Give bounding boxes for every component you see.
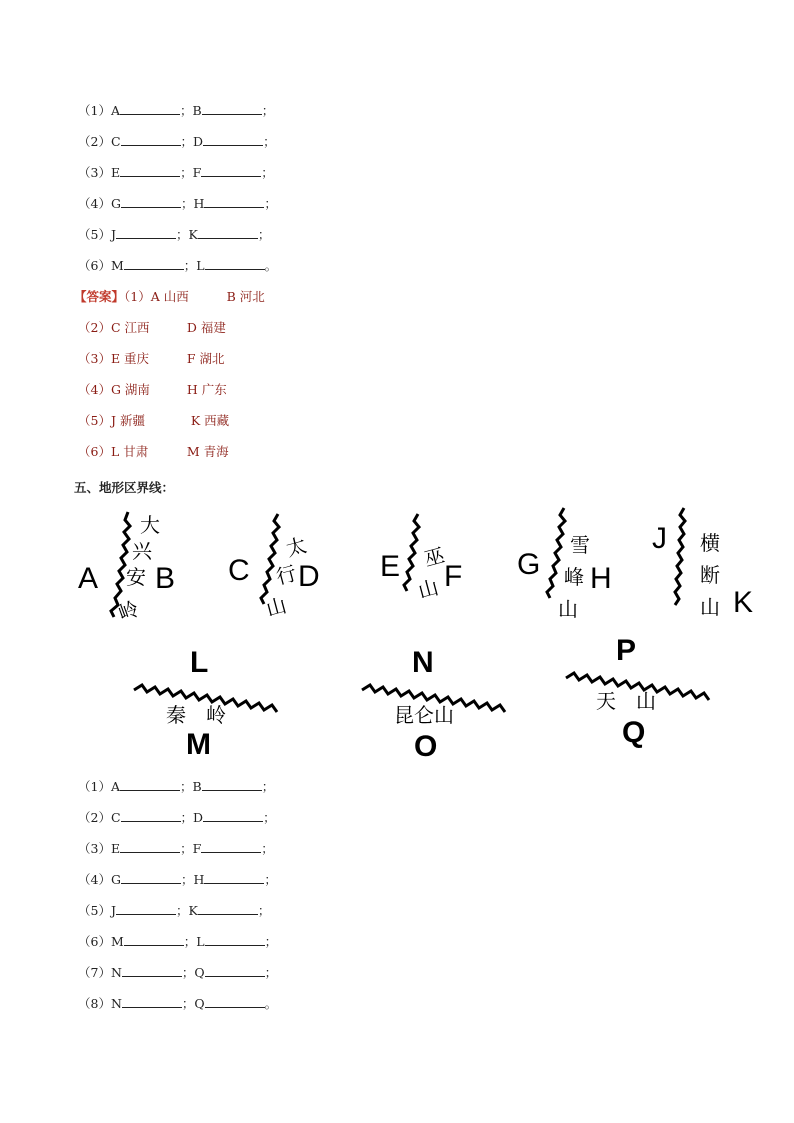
panel-taihangshan	[228, 514, 320, 621]
label-E: E	[380, 550, 401, 583]
answer-line-2: （2）C 江西 D 福建	[78, 320, 226, 335]
label-N: N	[412, 646, 434, 679]
answer-tag: 【答案】	[74, 289, 125, 304]
label-L: L	[190, 646, 209, 679]
mountain-char: 兴	[132, 539, 152, 563]
mountain-char: 峰	[564, 565, 584, 589]
mountain-char: 大	[140, 513, 160, 537]
panel-hengduanshan	[652, 508, 753, 619]
question-2-6-line: （6）M ；L ；	[78, 934, 278, 949]
label-M: M	[186, 728, 211, 761]
boundary-line-hengduanshan	[675, 508, 685, 605]
question-2-8-line: （8）N ；Q 。	[78, 996, 278, 1011]
question-2-4-line: （4）G ；H ；	[78, 872, 277, 887]
mountain-char: 太	[283, 532, 310, 562]
question-4-line: （4）G ；H ；	[78, 196, 277, 211]
terrain-boundary-figure	[0, 500, 794, 770]
mountain-char: 行	[273, 560, 300, 590]
panel-qinling	[134, 646, 277, 761]
label-Q: Q	[622, 716, 646, 749]
mountain-char: 山	[700, 595, 720, 619]
label-O: O	[414, 730, 438, 763]
question-2-3-line: （3）E ；F ；	[78, 841, 274, 856]
mountain-char: 雪	[570, 533, 590, 557]
question-2-5-line: （5）J ；K ；	[78, 903, 271, 918]
boundary-line-taihangshan	[261, 514, 279, 604]
answer-line-4: （4）G 湖南 H 广东	[78, 382, 227, 397]
label-B: B	[155, 562, 176, 595]
panel-tianshan	[566, 634, 709, 749]
label-G: G	[517, 548, 541, 581]
mountain-name-kunlunshan: 昆仑山	[394, 703, 454, 727]
panel-daxinganling	[78, 512, 175, 626]
panel-xuefengshan	[517, 508, 612, 621]
answer-line-3: （3）E 重庆 F 湖北	[78, 351, 225, 366]
mountain-char: 巫	[421, 542, 448, 572]
answer-line-1: 【答案】（1）A 山西 B 河北	[74, 289, 265, 304]
question-2-1-line: （1）A ；B ；	[78, 779, 275, 794]
boundary-line-xuefengshan	[547, 508, 565, 598]
mountain-char: 安	[126, 565, 146, 589]
mountain-char: 岭	[114, 596, 142, 626]
label-J: J	[652, 522, 667, 555]
question-1-line: （1）A ；B ；	[78, 103, 275, 118]
mountain-char: 山	[415, 574, 442, 604]
mountain-char: 山	[558, 597, 578, 621]
panel-kunlunshan	[362, 646, 505, 763]
question-5-line: （5）J ；K ；	[78, 227, 271, 242]
question-6-line: （6）M ；L 。	[78, 258, 278, 273]
mountain-name-tianshan: 天 山	[596, 689, 656, 713]
question-2-2-line: （2）C ；D ；	[78, 810, 276, 825]
question-3-line: （3）E ；F ；	[78, 165, 274, 180]
label-H: H	[590, 562, 612, 595]
mountain-char: 横	[700, 531, 720, 555]
label-D: D	[298, 560, 320, 593]
question-2-7-line: （7）N ；Q ；	[78, 965, 278, 980]
mountain-char: 断	[700, 563, 720, 587]
mountain-char: 山	[263, 592, 290, 622]
label-P: P	[616, 634, 637, 667]
answer-line-5: （5）J 新疆 K 西藏	[78, 413, 230, 428]
label-C: C	[228, 554, 250, 587]
answer-line-6: （6）L 甘肃 M 青海	[78, 444, 229, 459]
panel-wushan	[380, 514, 462, 603]
label-K: K	[733, 586, 754, 619]
question-2-line: （2）C ；D ；	[78, 134, 276, 149]
label-A: A	[78, 562, 99, 595]
mountain-name-qinling: 秦 岭	[166, 703, 226, 727]
section-title: 五、地形区界线：	[74, 480, 175, 495]
label-F: F	[444, 560, 463, 593]
